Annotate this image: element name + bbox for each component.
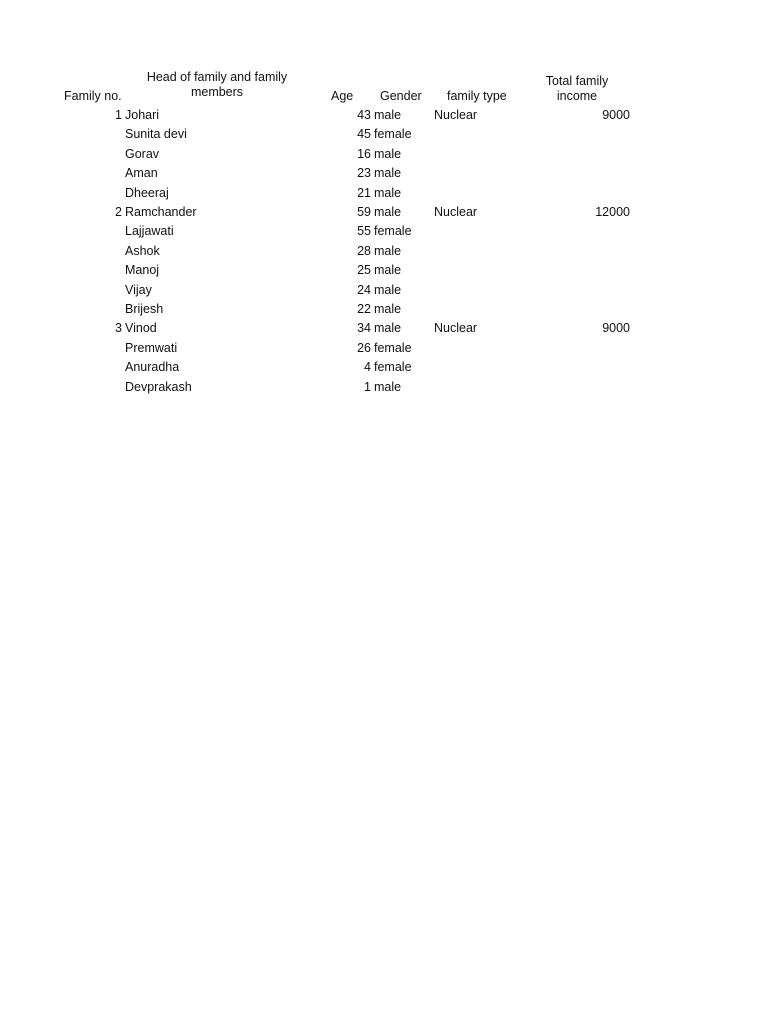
cell-name: Ramchander [125, 205, 197, 219]
cell-family-no: 3 [115, 321, 122, 335]
header-total-income: Total family income [545, 74, 609, 103]
cell-gender: male [374, 263, 402, 277]
cell-name: Anuradha [125, 360, 180, 374]
cell-name: Vinod [125, 321, 157, 335]
cell-age: 16 [357, 147, 371, 161]
header-head-of-family: Head of family and family members [146, 70, 288, 99]
cell-name: Vijay [125, 283, 152, 297]
header-age: Age [331, 89, 354, 103]
cell-gender: male [374, 147, 402, 161]
cell-age: 22 [357, 302, 371, 316]
cell-name: Aman [125, 166, 158, 180]
cell-age: 4 [364, 360, 371, 374]
cell-family-type: Nuclear [434, 321, 478, 335]
cell-income: 12000 [595, 205, 630, 219]
cell-age: 34 [357, 321, 371, 335]
cell-gender: male [374, 321, 402, 335]
cell-age: 45 [357, 127, 371, 141]
cell-name: Johari [125, 108, 160, 122]
cell-name: Dheeraj [125, 186, 169, 200]
cell-gender: male [374, 186, 402, 200]
cell-name: Ashok [125, 244, 160, 258]
header-family-no: Family no. [64, 89, 122, 103]
cell-gender: female [374, 224, 412, 238]
header-gender: Gender [380, 89, 422, 103]
cell-age: 59 [357, 205, 371, 219]
cell-age: 26 [357, 341, 371, 355]
cell-name: Gorav [125, 147, 160, 161]
cell-name: Devprakash [125, 380, 192, 394]
cell-income: 9000 [602, 108, 630, 122]
cell-gender: male [374, 166, 402, 180]
cell-gender: male [374, 283, 402, 297]
cell-gender: female [374, 127, 412, 141]
cell-gender: female [374, 341, 412, 355]
cell-age: 24 [357, 283, 371, 297]
cell-gender: male [374, 380, 402, 394]
cell-age: 55 [357, 224, 371, 238]
cell-age: 21 [357, 186, 371, 200]
cell-gender: male [374, 108, 402, 122]
cell-age: 43 [357, 108, 371, 122]
cell-age: 23 [357, 166, 371, 180]
cell-name: Premwati [125, 341, 178, 355]
cell-name: Manoj [125, 263, 160, 277]
cell-gender: male [374, 244, 402, 258]
cell-family-no: 1 [115, 108, 122, 122]
cell-family-type: Nuclear [434, 205, 478, 219]
cell-age: 28 [357, 244, 371, 258]
cell-gender: male [374, 302, 402, 316]
cell-family-type: Nuclear [434, 108, 478, 122]
cell-age: 1 [364, 380, 371, 394]
cell-age: 25 [357, 263, 371, 277]
cell-name: Brijesh [125, 302, 164, 316]
cell-family-no: 2 [115, 205, 122, 219]
cell-gender: male [374, 205, 402, 219]
cell-income: 9000 [602, 321, 630, 335]
cell-name: Sunita devi [125, 127, 187, 141]
cell-gender: female [374, 360, 412, 374]
cell-name: Lajjawati [125, 224, 174, 238]
header-family-type: family type [447, 89, 507, 103]
